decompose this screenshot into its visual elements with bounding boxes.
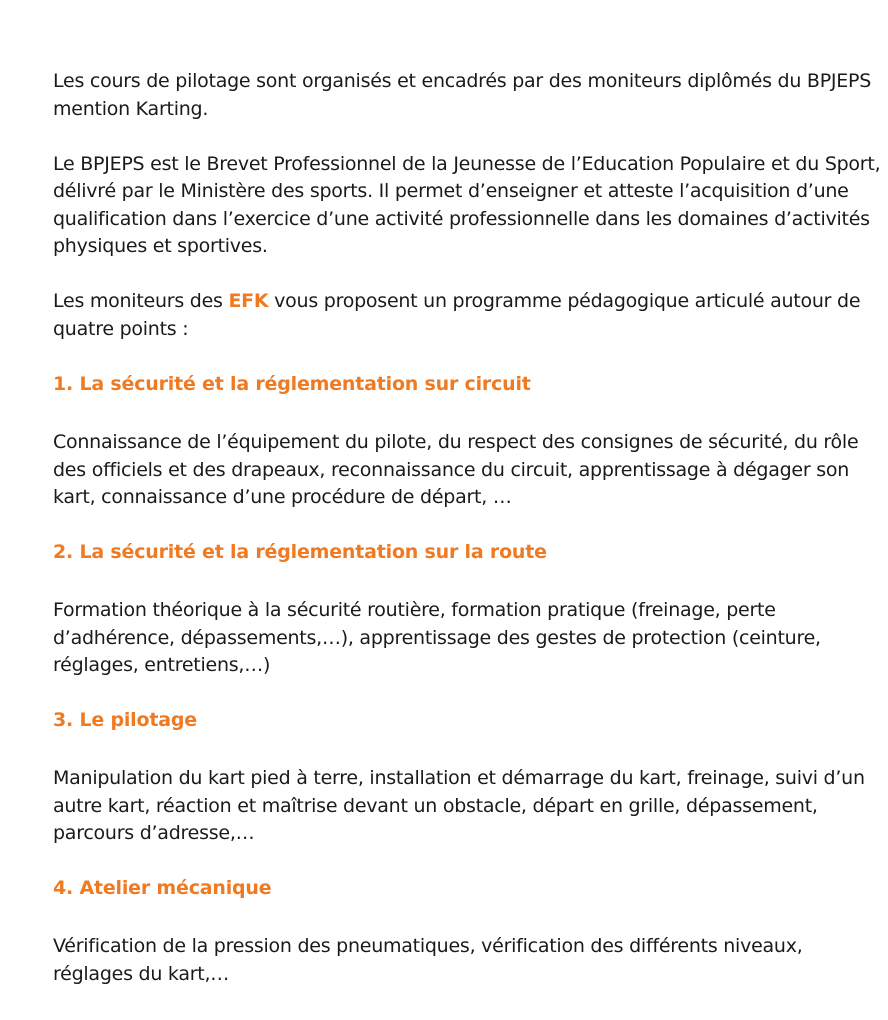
section-3-heading-block <box>53 707 885 735</box>
intro-paragraph-3 <box>53 288 885 343</box>
intro-paragraph-3-text-before: Les moniteurs des <box>53 290 229 312</box>
section-2-heading-block <box>53 539 885 567</box>
section-1-heading-block <box>53 371 885 399</box>
intro-paragraph-1: Les cours de pilotage sont organisés et encadrés par des moniteurs diplômés du BPJEPS mention Karting. <box>53 70 872 120</box>
intro-paragraph-3-text-after: vous proposent un programme pédagogique articulé autour de quatre points : <box>53 290 861 340</box>
section-1-body: Connaissance de l’équipement du pilote, du respect des consignes de sécurité, du rôle des officiels et des drapeaux, reconnaissance du circuit, apprentissage à dégager son kart, connaissance d’une procédure de départ, … <box>53 431 859 508</box>
intro-paragraph-2: Le BPJEPS est le Brevet Professionnel de la Jeunesse de l’Education Populaire et du Sport, délivré par le Ministère des sports. Il permet d’enseigner et atteste l’acquisition d’une qualification dans l’exercice d’une activité professionnelle dans les domaines d’activités physiques et sportives. <box>53 152 881 257</box>
section-2-body: Formation théorique à la sécurité routière, formation pratique (freinage, perte d’adhérence, dépassements,…), apprentissage des gestes de protection (ceinture, réglages, entretiens,…) <box>53 599 821 676</box>
section-4-title: 4. Atelier mécanique <box>53 876 272 899</box>
section-1-title: 1. La sécurité et la réglementation sur circuit <box>53 372 531 395</box>
section-4-heading-block <box>53 875 885 903</box>
section-2-title: 2. La sécurité et la réglementation sur la route <box>53 540 547 563</box>
section-3-body: Manipulation du kart pied à terre, installation et démarrage du kart, freinage, suivi d’un autre kart, réaction et maîtrise devant un obstacle, départ en grille, dépassement, parcours d’adresse,… <box>53 767 865 844</box>
section-3-title: 3. Le pilotage <box>53 708 197 731</box>
document-content <box>53 68 885 1015</box>
section-4-body: Vérification de la pression des pneumatiques, vérification des différents niveaux, réglages du kart,… <box>53 935 803 985</box>
brand-name: EFK <box>228 290 269 312</box>
